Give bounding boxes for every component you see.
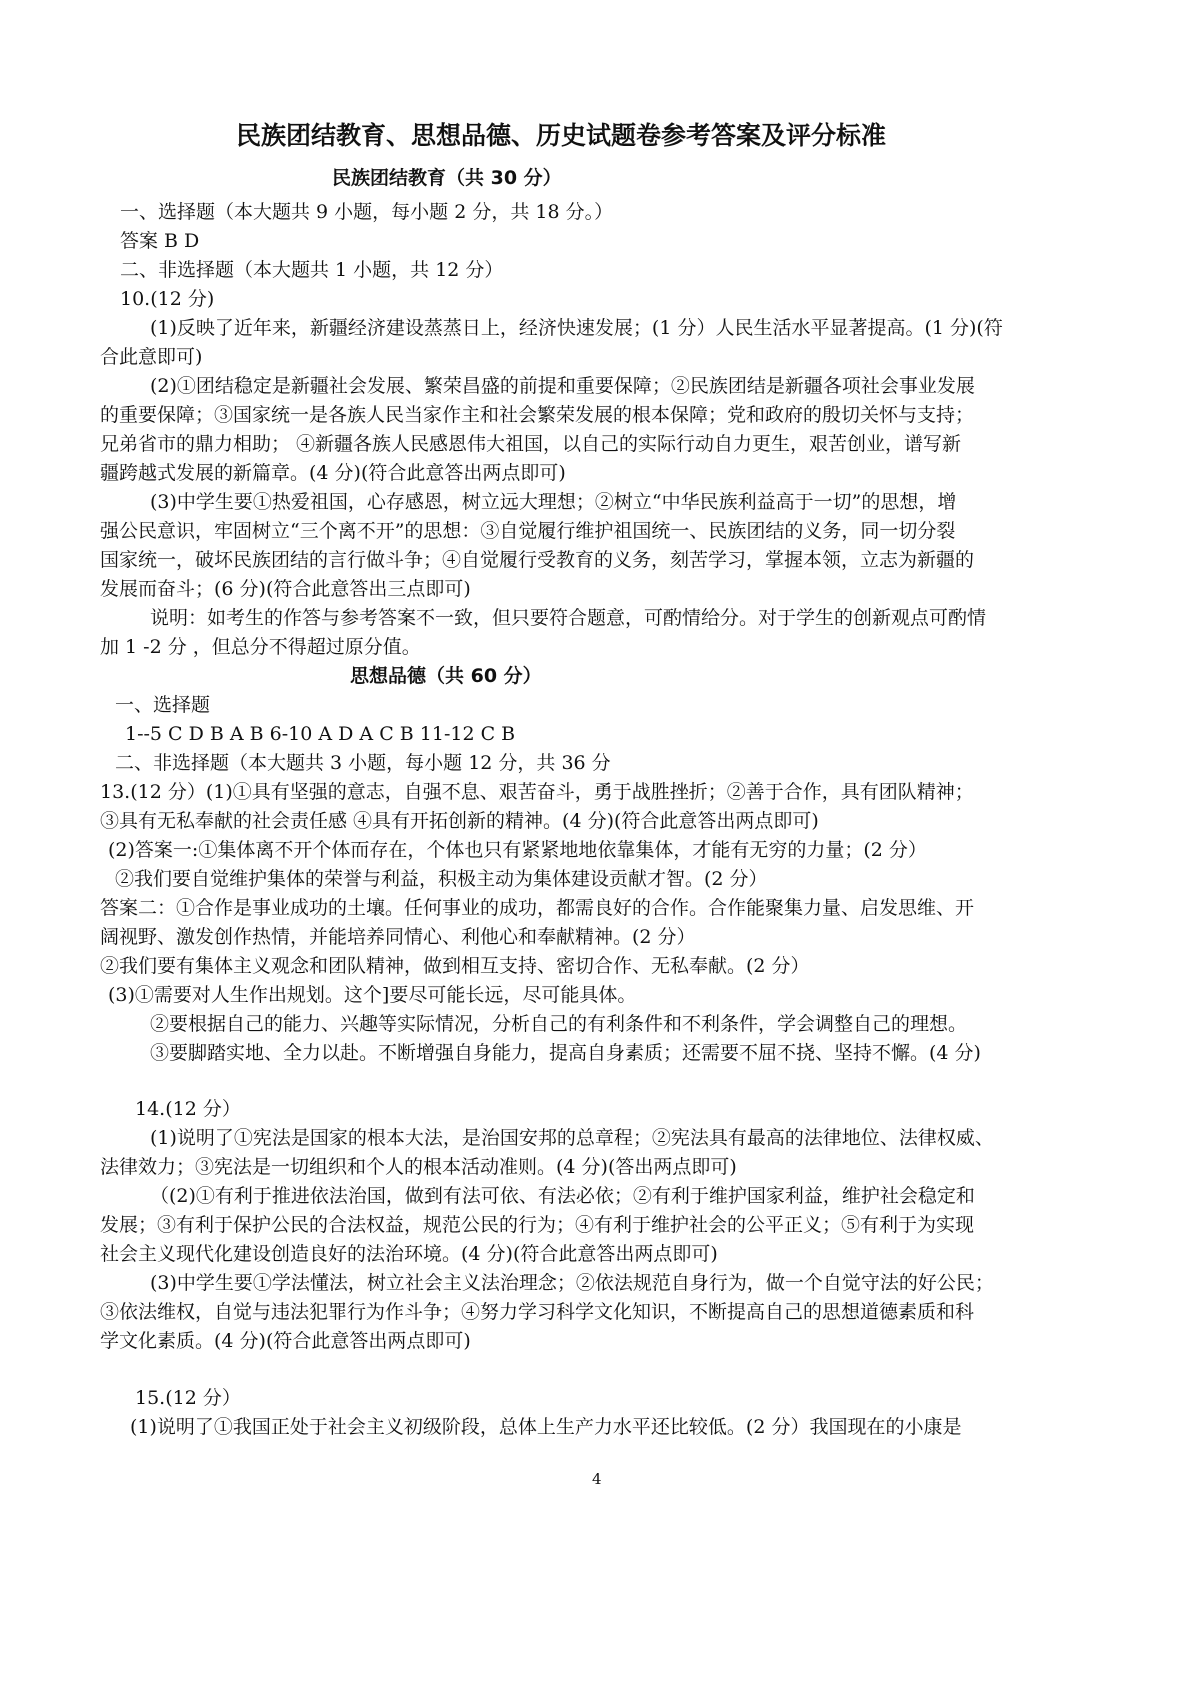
- text-line: (1)说明了①我国正处于社会主义初级阶段，总体上生产力水平还比较低。(2 分）我国现在的小康是: [130, 1416, 962, 1438]
- section-heading-moral-education: 思想品德（共 60 分）: [350, 665, 542, 687]
- text-line: (1)反映了近年来，新疆经济建设蒸蒸日上，经济快速发展；(1 分）人民生活水平显著提高。(1 分)(符: [150, 317, 1003, 339]
- text-line: ②要根据自己的能力、兴趣等实际情况，分析自己的有利条件和不利条件，学会调整自己的理想。: [150, 1013, 968, 1035]
- text-line: 答案 B D: [120, 230, 200, 252]
- text-line: (3)①需要对人生作出规划。这个]要尽可能长远，尽可能具体。: [108, 984, 637, 1006]
- text-line: 15.(12 分）: [135, 1387, 241, 1409]
- text-line: (1)说明了①宪法是国家的根本大法，是治国安邦的总章程；②宪法具有最高的法律地位、法律权威、: [150, 1127, 994, 1149]
- text-line: 阔视野、激发创作热情，并能培养同情心、利他心和奉献精神。(2 分）: [100, 926, 696, 948]
- text-line: 法律效力；③宪法是一切组织和个人的根本活动准则。(4 分)(答出两点即可): [100, 1156, 737, 1178]
- text-line: ③具有无私奉献的社会责任感 ④具有开拓创新的精神。(4 分)(符合此意答出两点即可): [100, 810, 819, 832]
- text-line: 一、选择题（本大题共 9 小题，每小题 2 分，共 18 分。）: [120, 201, 614, 223]
- text-line: ②我们要自觉维护集体的荣誉与利益，积极主动为集体建设贡献才智。(2 分）: [115, 868, 768, 890]
- text-line: (3)中学生要①热爱祖国，心存感恩，树立远大理想；②树立“中华民族利益高于一切”的思想，增: [150, 491, 957, 513]
- text-line: 二、非选择题（本大题共 1 小题，共 12 分）: [120, 259, 504, 281]
- text-line: 10.(12 分): [120, 288, 215, 310]
- text-line: 社会主义现代化建设创造良好的法治环境。(4 分)(符合此意答出两点即可): [100, 1243, 718, 1265]
- text-line: 的重要保障；③国家统一是各族人民当家作主和社会繁荣发展的根本保障；党和政府的殷切关怀与支持；: [100, 404, 975, 426]
- document-title: 民族团结教育、思想品德、历史试题卷参考答案及评分标准: [236, 121, 887, 150]
- page-number: 4: [592, 1470, 602, 1488]
- text-line: ②我们要有集体主义观念和团队精神，做到相互支持、密切合作、无私奉献。(2 分）: [100, 955, 810, 977]
- text-line: ③要脚踏实地、全力以赴。不断增强自身能力，提高自身素质；还需要不屈不挠、坚持不懈。(4 分): [150, 1042, 981, 1064]
- text-line: 学文化素质。(4 分)(符合此意答出两点即可): [100, 1330, 471, 1352]
- text-line: 13.(12 分）(1)①具有坚强的意志，自强不息、艰苦奋斗，勇于战胜挫折；②善于合作，具有团队精神；: [100, 781, 974, 803]
- text-line: 1--5 C D B A B 6-10 A D A C B 11-12 C B: [125, 723, 516, 745]
- text-line: 加 1 -2 分 ，但总分不得超过原分值。: [100, 636, 421, 658]
- text-line: 发展而奋斗；(6 分)(符合此意答出三点即可): [100, 578, 471, 600]
- text-line: 发展；③有利于保护公民的合法权益，规范公民的行为；④有利于维护社会的公平正义；⑤有利于为实现: [100, 1214, 975, 1236]
- text-line: (2)答案一:①集体离不开个体而存在，个体也只有紧紧地地依靠集体，才能有无穷的力量；(2 分）: [108, 839, 927, 861]
- text-line: ③依法维权，自觉与违法犯罪行为作斗争；④努力学习科学文化知识，不断提高自己的思想道德素质和科: [100, 1301, 975, 1323]
- text-line: 二、非选择题（本大题共 3 小题，每小题 12 分，共 36 分: [115, 752, 611, 774]
- text-line: 答案二：①合作是事业成功的土壤。任何事业的成功，都需良好的合作。合作能聚集力量、启发思维、开: [100, 897, 975, 919]
- text-line: (3)中学生要①学法懂法，树立社会主义法治理念；②依法规范自身行为，做一个自觉守法的好公民；: [150, 1272, 994, 1294]
- section-heading-ethnic-unity: 民族团结教育（共 30 分）: [332, 167, 562, 189]
- text-line: 说明：如考生的作答与参考答案不一致，但只要符合题意，可酌情给分。对于学生的创新观点可酌情: [150, 607, 987, 629]
- text-line: （(2)①有利于推进依法治国，做到有法可依、有法必依；②有利于维护国家利益，维护社会稳定和: [150, 1185, 975, 1207]
- text-line: 强公民意识，牢固树立“三个离不开”的思想：③自觉履行维护祖国统一、民族团结的义务，同一切分裂: [100, 520, 956, 542]
- text-line: 合此意即可): [100, 346, 203, 368]
- text-line: 国家统一，破坏民族团结的言行做斗争；④自觉履行受教育的义务，刻苦学习，掌握本领，立志为新疆的: [100, 549, 975, 571]
- text-line: 14.(12 分）: [135, 1098, 241, 1120]
- text-line: 兄弟省市的鼎力相助； ④新疆各族人民感恩伟大祖国，以自己的实际行动自力更生，艰苦创业，谱写新: [100, 433, 962, 455]
- text-line: (2)①团结稳定是新疆社会发展、繁荣昌盛的前提和重要保障；②民族团结是新疆各项社会事业发展: [150, 375, 975, 397]
- text-line: 疆跨越式发展的新篇章。(4 分)(符合此意答出两点即可): [100, 462, 566, 484]
- text-line: 一、选择题: [115, 694, 211, 716]
